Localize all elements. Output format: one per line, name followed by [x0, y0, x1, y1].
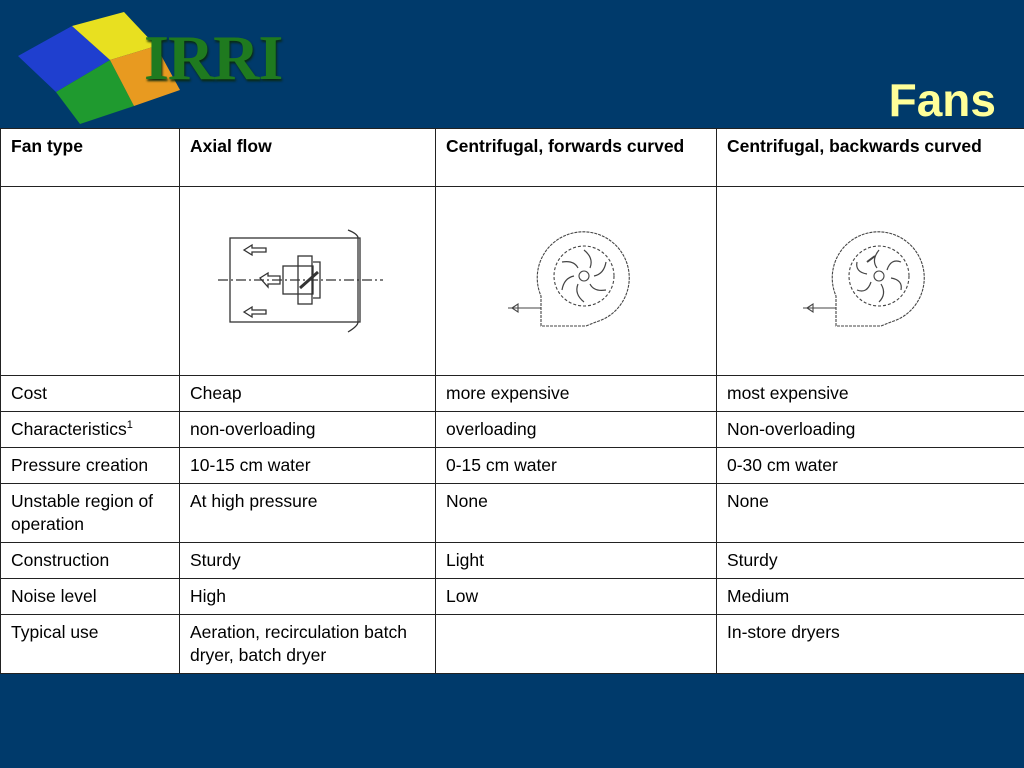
backward-centrifugal-cell [717, 187, 1024, 376]
row-label: Cost [1, 376, 180, 412]
logo-text: IRRI [144, 22, 283, 93]
header-fan-type: Fan type [1, 129, 180, 187]
cell-value: 10-15 cm water [180, 448, 436, 484]
row-label: Pressure creation [1, 448, 180, 484]
table-row [1, 484, 1024, 543]
cell-value: Sturdy [717, 543, 1024, 579]
cell-value: Non-overloading [717, 412, 1024, 448]
irri-logo [14, 8, 304, 126]
cell-value: None [436, 484, 717, 543]
row-label [1, 412, 180, 448]
header-centrifugal-forwards: Centrifugal, forwards curved [436, 129, 717, 187]
row-label: Unstable region of operation [1, 484, 180, 543]
cell-value: overloading [436, 412, 717, 448]
diagram-label-cell [1, 187, 180, 376]
cell-value: None [717, 484, 1024, 543]
table-header-row [1, 129, 1024, 187]
cell-value: Sturdy [180, 543, 436, 579]
diagram-row [1, 187, 1024, 376]
cell-value: At high pressure [180, 484, 436, 543]
footnote-marker: 1 [126, 419, 133, 432]
header-centrifugal-backwards: Centrifugal, backwards curved [717, 129, 1024, 187]
cell-value [436, 615, 717, 674]
forward-curved-centrifugal-fan-icon [506, 226, 646, 336]
table-row [1, 543, 1024, 579]
cell-value: Aeration, recirculation batch dryer, batch dryer [180, 615, 436, 674]
row-label: Construction [1, 543, 180, 579]
forward-centrifugal-cell [436, 187, 717, 376]
table-row [1, 615, 1024, 674]
axial-fan-diagram-icon [218, 226, 398, 336]
table-row [1, 412, 1024, 448]
cell-value: Light [436, 543, 717, 579]
axial-fan-cell [180, 187, 436, 376]
row-label: Noise level [1, 579, 180, 615]
cell-value: most expensive [717, 376, 1024, 412]
fans-comparison-table [0, 128, 1024, 674]
cell-value: In-store dryers [717, 615, 1024, 674]
cell-value: Low [436, 579, 717, 615]
cell-value: 0-30 cm water [717, 448, 1024, 484]
header-axial-flow: Axial flow [180, 129, 436, 187]
row-label-text: Characteristics [11, 419, 127, 439]
table-row [1, 448, 1024, 484]
cell-value: more expensive [436, 376, 717, 412]
backward-curved-centrifugal-fan-icon [801, 226, 941, 336]
cell-value: Cheap [180, 376, 436, 412]
table-row [1, 376, 1024, 412]
cell-value: non-overloading [180, 412, 436, 448]
table-row [1, 579, 1024, 615]
cell-value: Medium [717, 579, 1024, 615]
cell-value: 0-15 cm water [436, 448, 717, 484]
row-label: Typical use [1, 615, 180, 674]
cell-value: High [180, 579, 436, 615]
page-title: Fans [888, 74, 996, 126]
